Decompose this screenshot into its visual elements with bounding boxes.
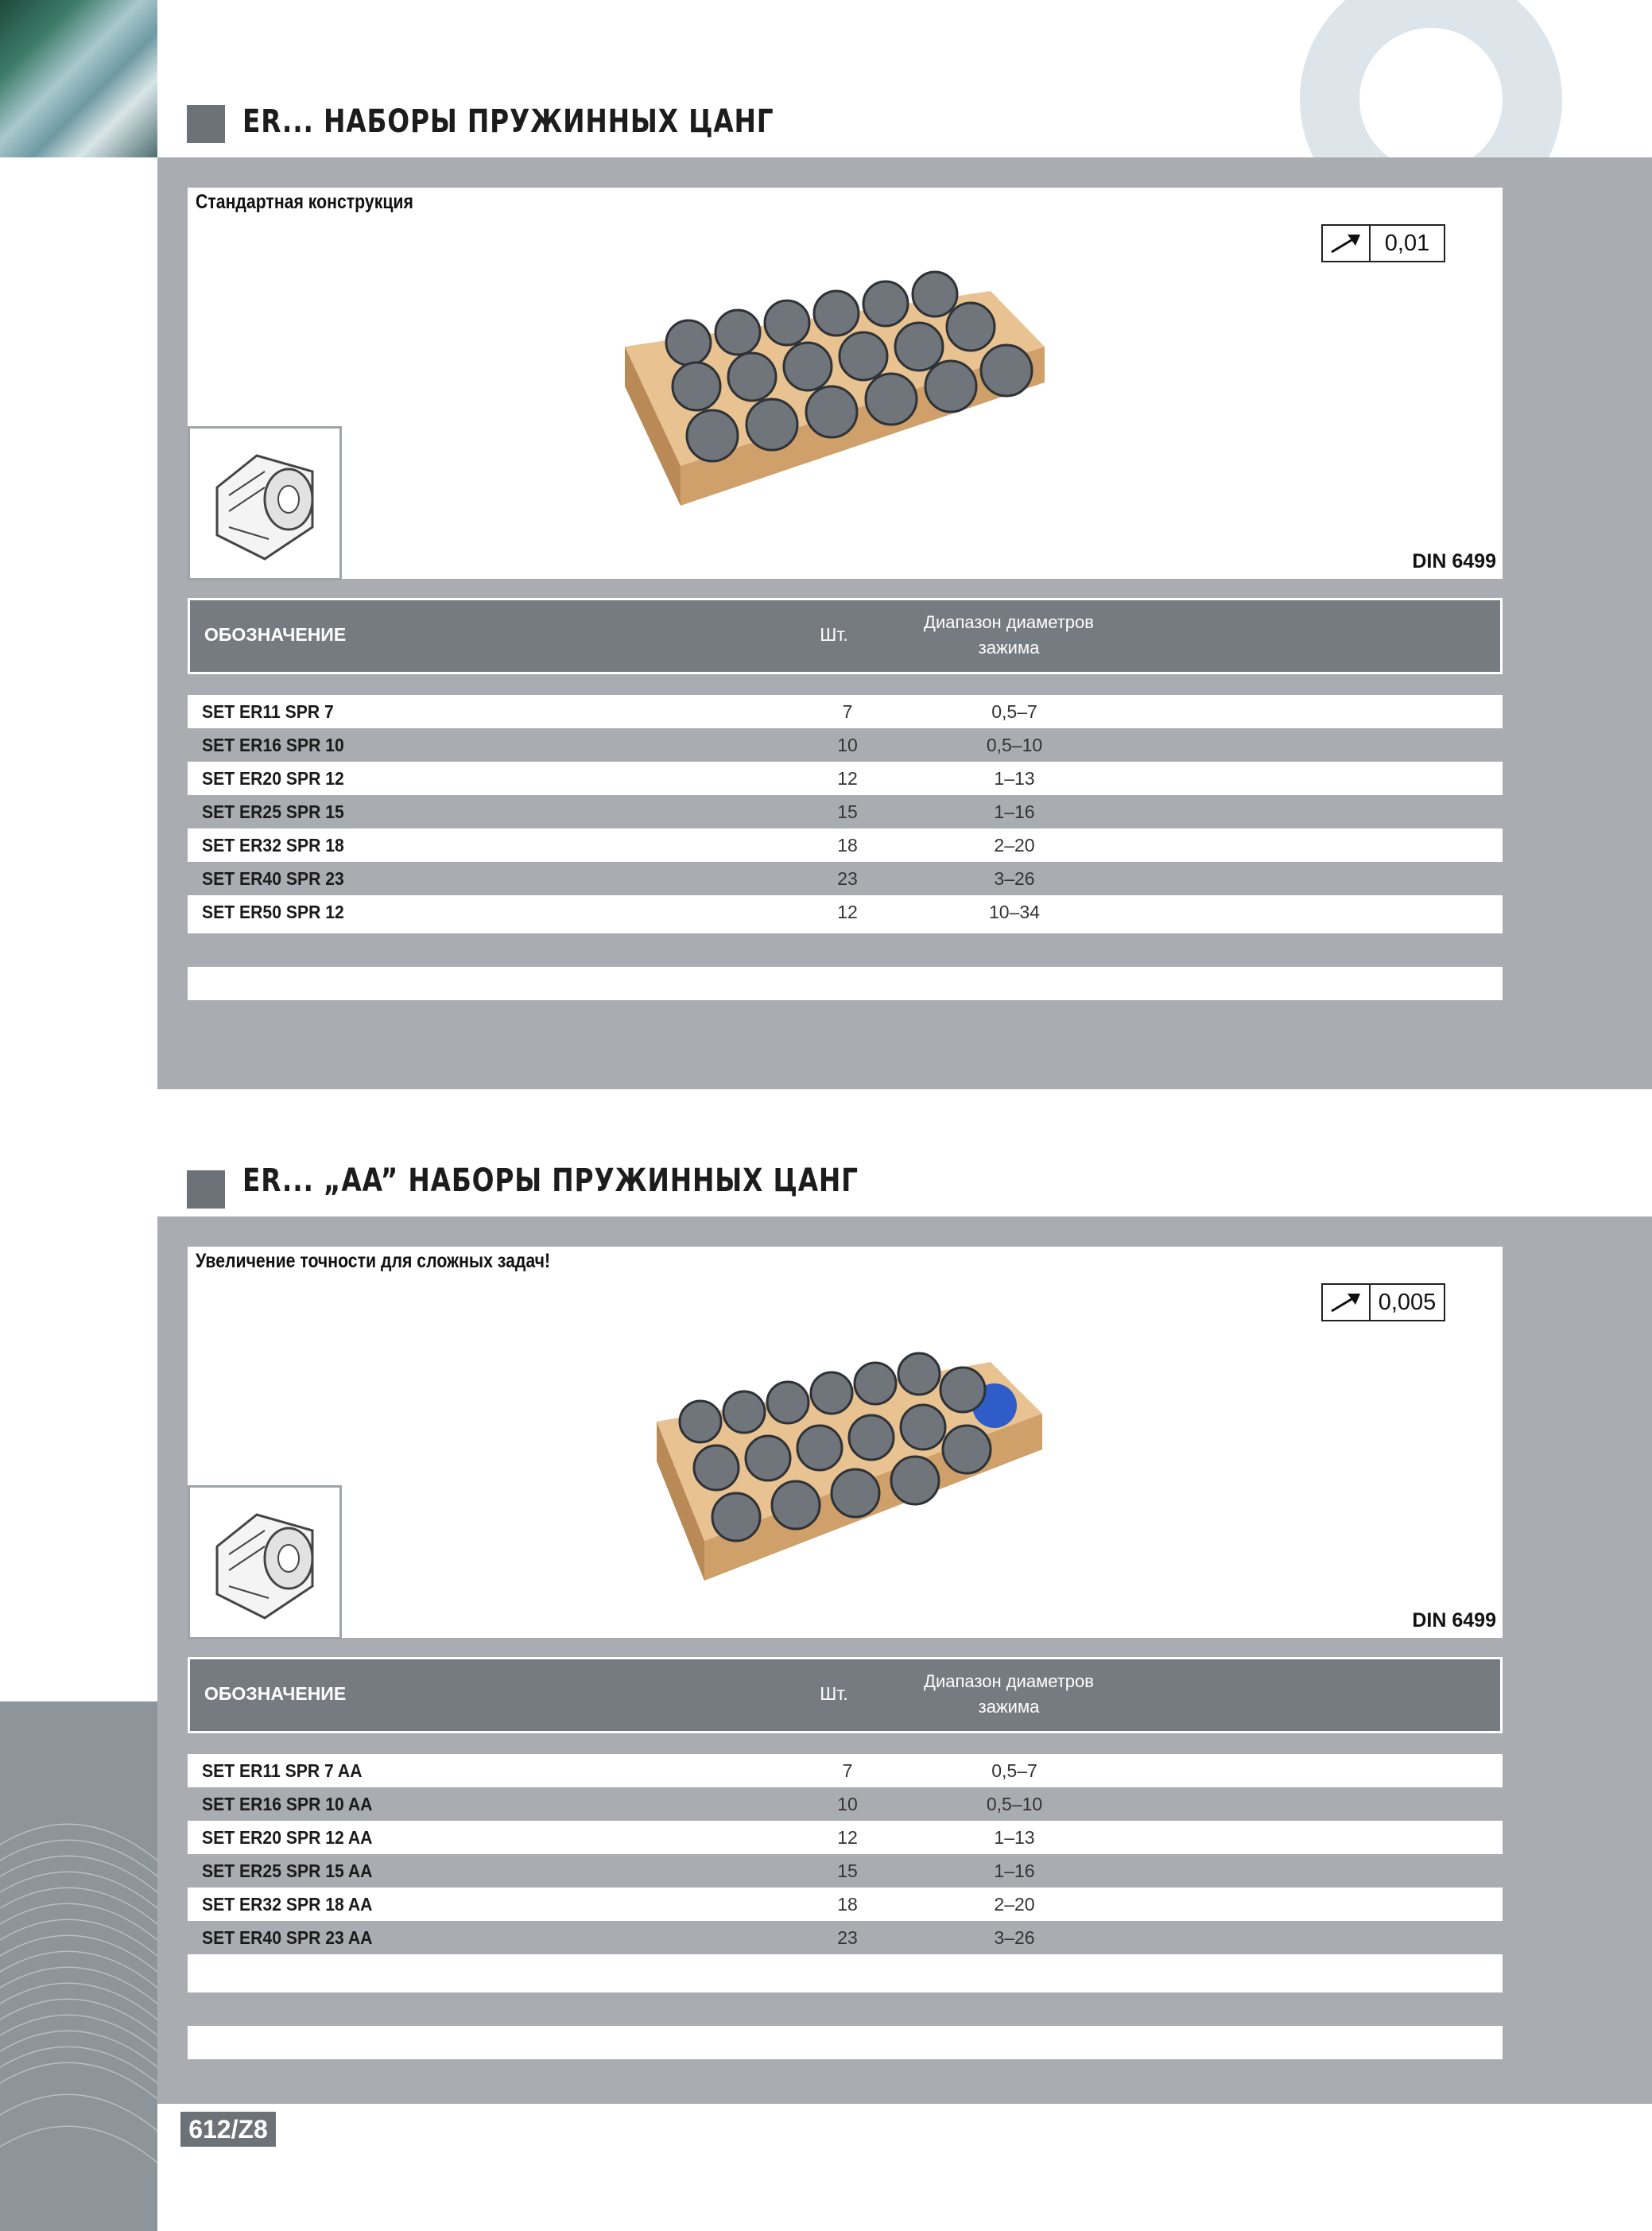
cell-name: SET ER11 SPR 7 AA	[202, 1760, 363, 1781]
section-subtitle: Стандартная конструкция	[196, 191, 413, 213]
section-subtitle: Увеличение точности для сложных задач!	[196, 1250, 551, 1272]
column-header-range	[890, 1669, 1128, 1720]
wave-pattern-decoration	[0, 1701, 157, 2231]
table-row	[188, 1787, 1503, 1821]
cell-name: SET ER25 SPR 15	[202, 801, 344, 822]
tolerance-box	[1321, 224, 1445, 262]
cell-qty: 18	[837, 835, 858, 856]
cell-range: 1–16	[994, 1860, 1035, 1881]
cell-range: 2–20	[994, 835, 1035, 856]
cell-qty: 12	[837, 1827, 858, 1848]
cell-name: SET ER32 SPR 18	[202, 835, 344, 856]
cell-name: SET ER20 SPR 12 AA	[202, 1827, 373, 1848]
page-number: 612/Z8	[180, 2112, 276, 2147]
column-header-name: ОБОЗНАЧЕНИЕ	[204, 1683, 347, 1704]
column-header-range-line2: зажима	[978, 1697, 1040, 1717]
cell-name: SET ER40 SPR 23 AA	[202, 1927, 373, 1948]
table-row	[188, 728, 1503, 762]
table-body	[188, 1754, 1503, 2059]
cell-qty: 15	[837, 1860, 858, 1881]
table-row	[188, 828, 1503, 862]
table-row	[188, 795, 1503, 828]
cell-range: 1–13	[994, 1827, 1035, 1848]
cell-range: 2–20	[994, 1894, 1035, 1915]
runout-arrow-icon	[1323, 226, 1371, 261]
collet-set-photo	[609, 227, 1054, 522]
cell-name: SET ER32 SPR 18 AA	[202, 1894, 373, 1915]
table-row	[188, 1888, 1503, 1921]
cell-range: 0,5–7	[991, 701, 1037, 722]
table-row	[188, 862, 1503, 895]
column-header-qty: Шт.	[820, 624, 848, 645]
runout-arrow-icon	[1323, 1285, 1371, 1320]
table-body	[188, 695, 1503, 1000]
table-header	[188, 598, 1503, 674]
cell-range: 10–34	[989, 902, 1040, 922]
cell-range: 0,5–7	[991, 1760, 1037, 1781]
cell-qty: 7	[842, 701, 853, 722]
table-row	[188, 1754, 1503, 1787]
tolerance-value: 0,01	[1384, 230, 1430, 256]
table-row	[188, 895, 1503, 929]
section-title-square	[187, 105, 225, 143]
cell-qty: 10	[837, 735, 858, 755]
cell-qty: 12	[837, 768, 858, 789]
table-row	[188, 762, 1503, 795]
table-row	[188, 1921, 1503, 1954]
product-image-panel	[188, 1247, 1503, 1638]
cell-range: 1–13	[994, 768, 1035, 789]
tolerance-value: 0,005	[1378, 1289, 1437, 1315]
cell-qty: 23	[837, 868, 858, 889]
cell-range: 0,5–10	[986, 735, 1043, 755]
cell-qty: 15	[837, 801, 858, 822]
column-header-range-line1: Диапазон диаметров	[924, 1671, 1094, 1691]
product-image-panel	[188, 188, 1503, 579]
column-header-name: ОБОЗНАЧЕНИЕ	[204, 624, 347, 645]
cell-name: SET ER16 SPR 10	[202, 735, 344, 755]
section-title-square	[187, 1170, 225, 1209]
table-row-empty	[188, 933, 1503, 967]
table-row	[188, 1821, 1503, 1854]
column-header-range-line1: Диапазон диаметров	[924, 612, 1094, 632]
cell-qty: 12	[837, 902, 858, 922]
column-header-qty: Шт.	[820, 1683, 848, 1704]
cell-range: 0,5–10	[986, 1794, 1043, 1814]
section-title: ER... НАБОРЫ ПРУЖИННЫХ ЦАНГ	[242, 103, 774, 140]
cell-range: 3–26	[994, 868, 1035, 889]
table-row-empty	[188, 1992, 1503, 2026]
table-header	[188, 1657, 1503, 1733]
cell-qty: 10	[837, 1794, 858, 1814]
section-title: ER... „AA” НАБОРЫ ПРУЖИННЫХ ЦАНГ	[242, 1162, 859, 1199]
cell-name: SET ER20 SPR 12	[202, 768, 344, 789]
column-header-range	[890, 610, 1128, 661]
cell-name: SET ER11 SPR 7	[202, 701, 334, 722]
kayak-photo	[0, 0, 157, 157]
cell-name: SET ER25 SPR 15 AA	[202, 1860, 373, 1881]
table-row	[188, 1854, 1503, 1888]
tolerance-box	[1321, 1283, 1445, 1321]
cell-range: 1–16	[994, 801, 1035, 822]
cell-qty: 18	[837, 1894, 858, 1915]
table-row	[188, 695, 1503, 728]
collet-drawing-thumbnail	[188, 426, 342, 580]
column-header-range-line2: зажима	[978, 638, 1040, 658]
cell-range: 3–26	[994, 1927, 1035, 1948]
din-standard: DIN 6499	[1412, 1609, 1496, 1632]
cell-qty: 7	[842, 1760, 853, 1781]
cell-qty: 23	[837, 1927, 858, 1948]
cell-name: SET ER16 SPR 10 AA	[202, 1794, 373, 1814]
cell-name: SET ER40 SPR 23	[202, 868, 344, 889]
cell-name: SET ER50 SPR 12	[202, 902, 344, 922]
collet-drawing-thumbnail	[188, 1485, 342, 1639]
din-standard: DIN 6499	[1412, 550, 1496, 572]
collet-set-aa-photo	[641, 1294, 1054, 1589]
